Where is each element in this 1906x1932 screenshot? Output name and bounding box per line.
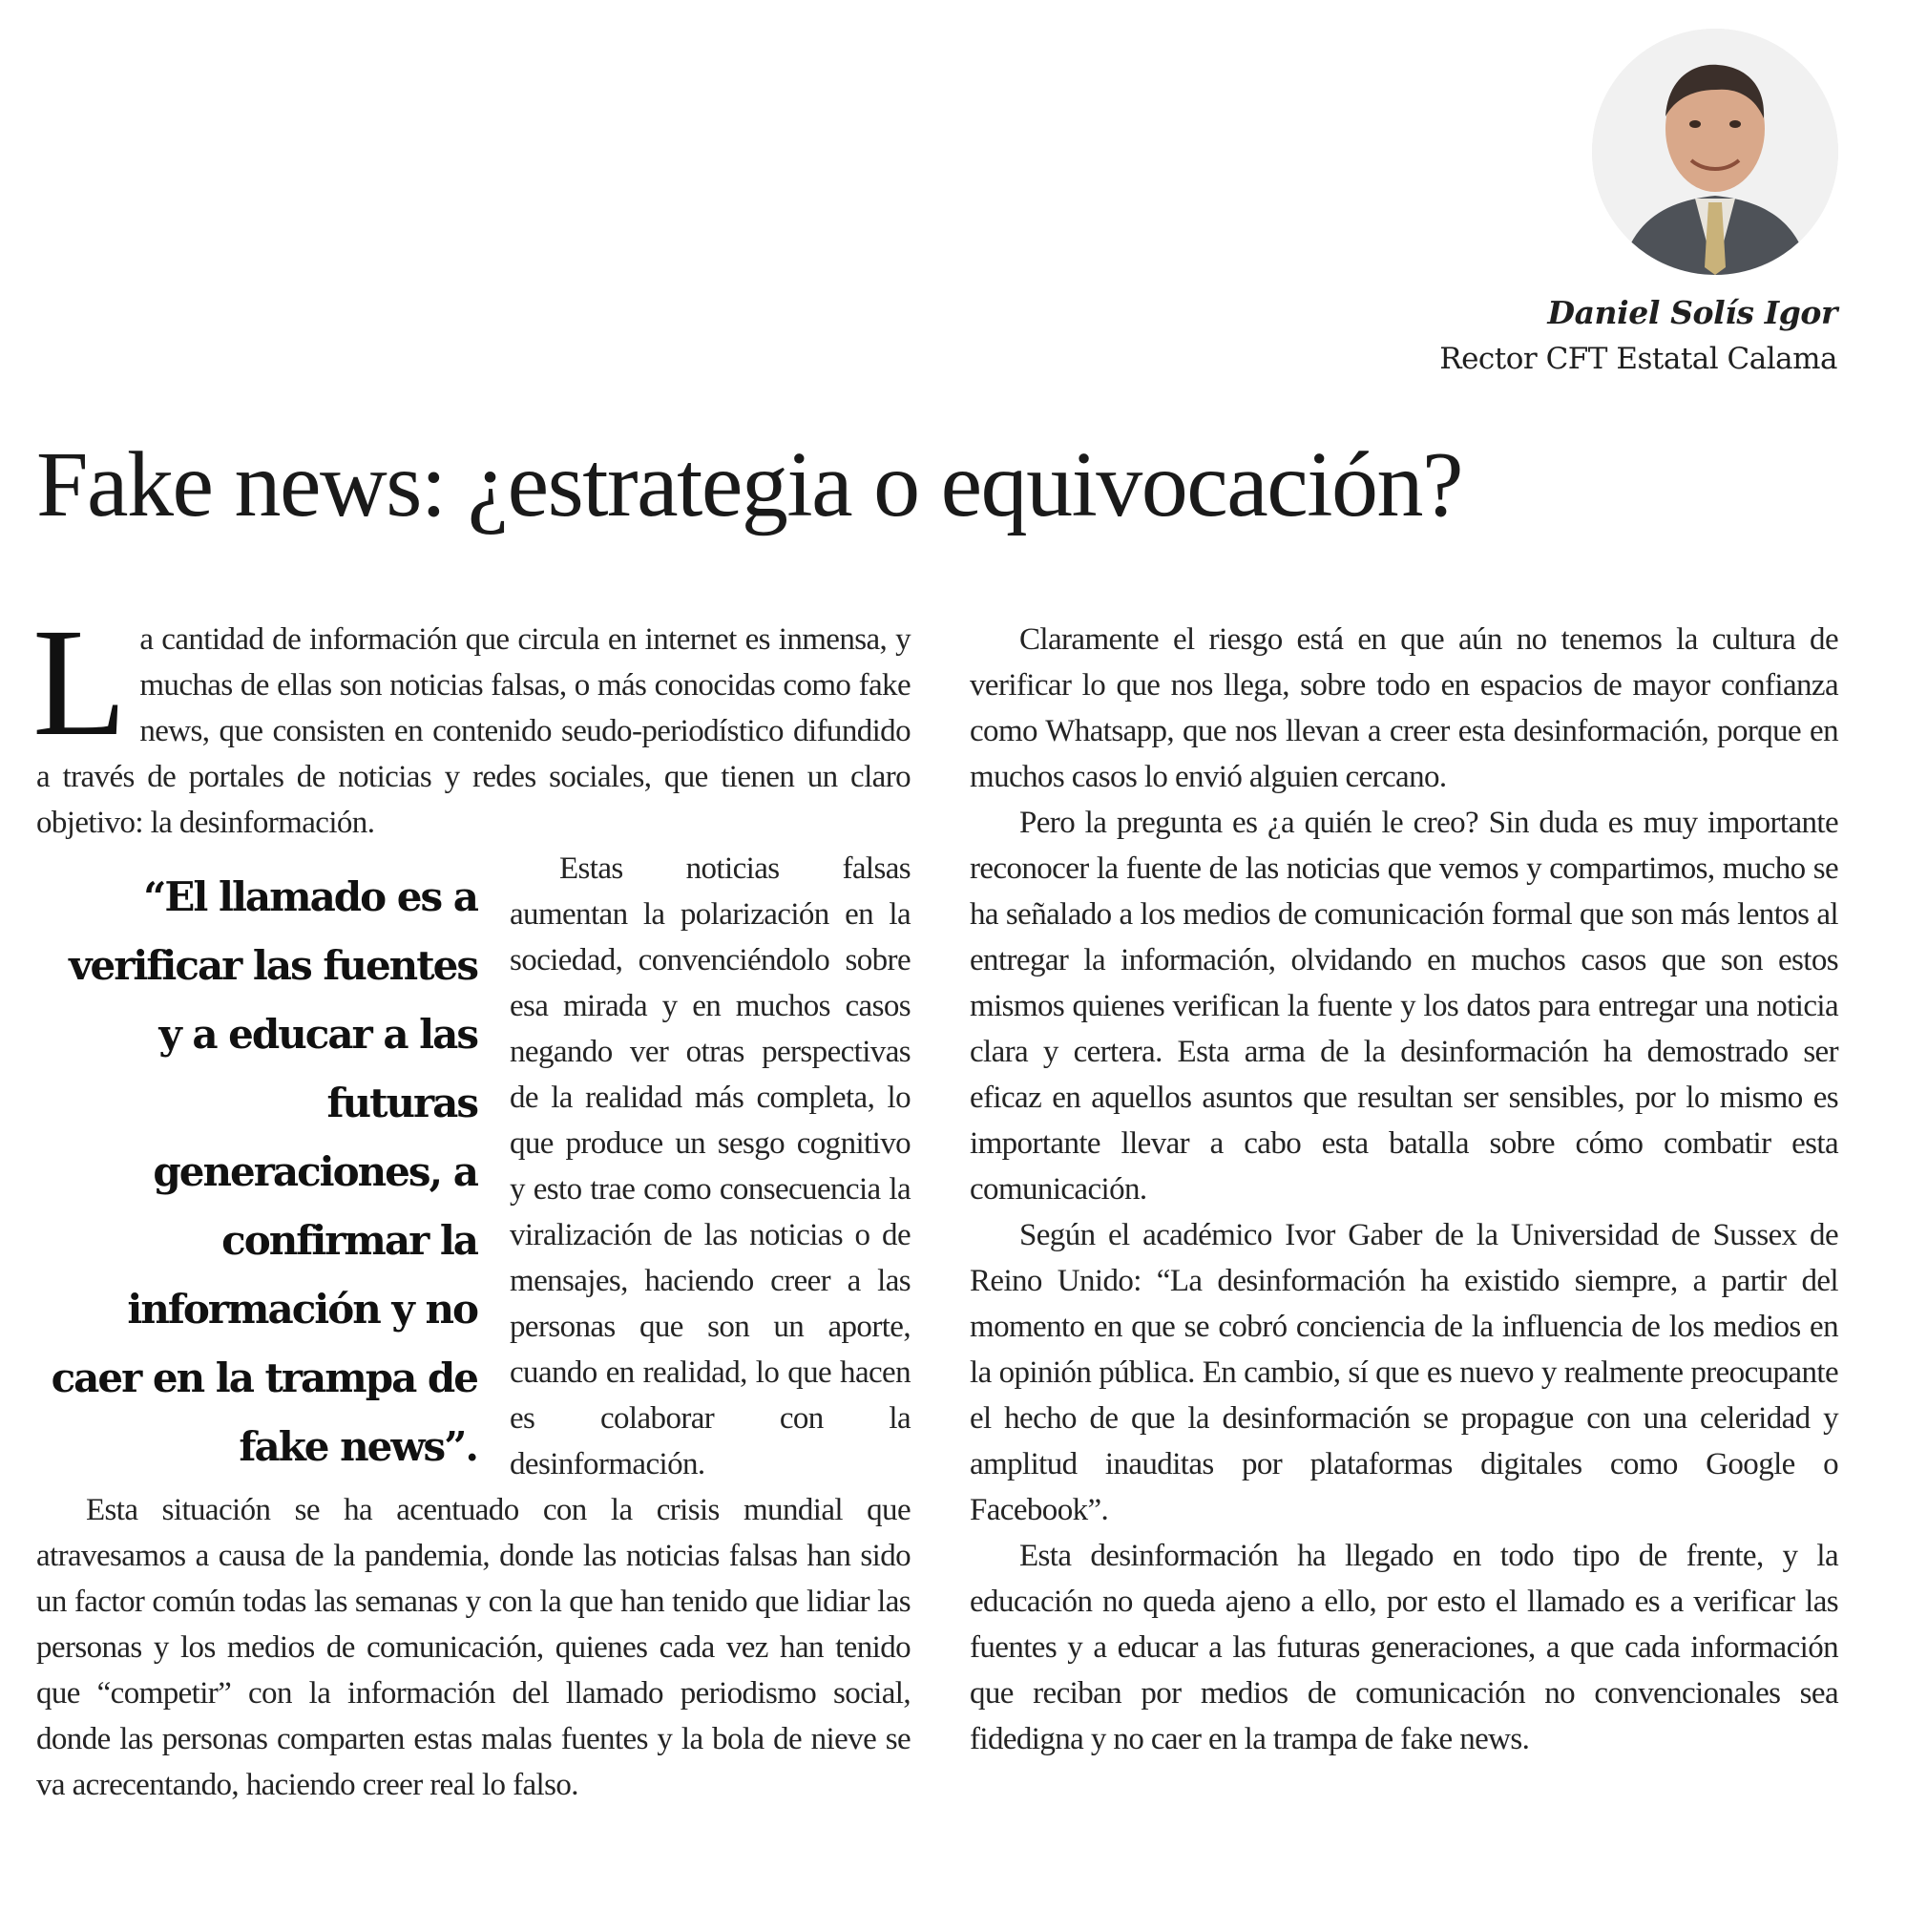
paragraph-5: Pero la pregunta es ¿a quién le creo? Sin duda es muy importante reconocer la fuente de las noticias que vemos y compartimos, mucho se ha señalado a los medios de comunicación formal que son más lentos al entregar la información, olvidando en muchos casos que son estos mismos quienes verifican la fuente y los datos para entregar una noticia clara y certera. Esta arma de la desinformación ha demostrado ser eficaz en aquellos asuntos que resultan ser sensibles, por lo mismo es importante llevar a cabo esta batalla sobre cómo combatir esta comunicación.: [970, 806, 1838, 1207]
portrait-icon: [1592, 29, 1838, 275]
article-column-right: [970, 617, 1838, 1762]
author-name: Daniel Solís Igor: [1547, 294, 1837, 331]
byline: [1439, 290, 1837, 382]
drop-cap: L: [32, 598, 127, 768]
pull-quote: “El llamado es a verificar las fuentes y a educar a las futuras generaciones, a confirmar la información y no caer en la trampa de fake news”.: [51, 873, 477, 1470]
author-photo: [1592, 29, 1838, 275]
article-column-left: [32, 598, 911, 1808]
author-role: Rector CFT Estatal Calama: [1439, 342, 1837, 376]
paragraph-1-text: a cantidad de información que circula en internet es inmensa, y muchas de ellas son noticias falsas, o más conocidas como fake news, que consisten en contenido seudo-periodístico difundido a través de portales de noticias y redes sociales, que tienen un claro objetivo: la desinformación.: [36, 622, 911, 840]
paragraph-3: Esta situación se ha acentuado con la crisis mundial que atravesamos a causa de la pandemia, donde las noticias falsas han sido un factor común todas las semanas y con la que han tenido que lidiar las personas y los medios de comunicación, quienes cada vez han tenido que “competir” con la información del llamado periodismo social, donde las personas comparten estas malas fuentes y la bola de nieve se va acrecentando, haciendo creer real lo falso.: [36, 1493, 911, 1802]
paragraph-6: Según el académico Ivor Gaber de la Universidad de Sussex de Reino Unido: “La desinformación ha existido siempre, a partir del momento en que se cobró conciencia de la influencia de los medios en la opinión pública. En cambio, sí que es nuevo y realmente preocupante el hecho de que la desinformación se propague con una celeridad y amplitud inauditas por plataformas digitales como Google o Facebook”.: [970, 1218, 1838, 1527]
paragraph-1: [32, 598, 911, 846]
article-headline: Fake news: ¿estrategia o equivocación?: [36, 433, 1463, 536]
paragraph-2: Estas noticias falsas aumentan la polarización en la sociedad, convenciéndolo sobre esa mirada y en muchos casos negando ver otras perspectivas de la realidad más completa, lo que produce un sesgo cognitivo y esto trae como consecuencia la viralización de las noticias o de mensajes, haciendo creer a las personas que son un aporte, cuando en realidad, lo que hacen es colaborar con la desinformación.: [510, 851, 911, 1481]
paragraph-7: Esta desinformación ha llegado en todo tipo de frente, y la educación no queda ajeno a ello, por esto el llamado es a verificar las fuentes y a educar a las futuras generaciones, a que cada información que reciban por medios de comunicación no convencionales sea fidedigna y no caer en la trampa de fake news.: [970, 1539, 1838, 1756]
paragraph-4: Claramente el riesgo está en que aún no tenemos la cultura de verificar lo que nos llega, sobre todo en espacios de mayor confianza como Whatsapp, que nos llevan a creer esta desinformación, porque en muchos casos lo envió alguien cercano.: [970, 622, 1838, 794]
